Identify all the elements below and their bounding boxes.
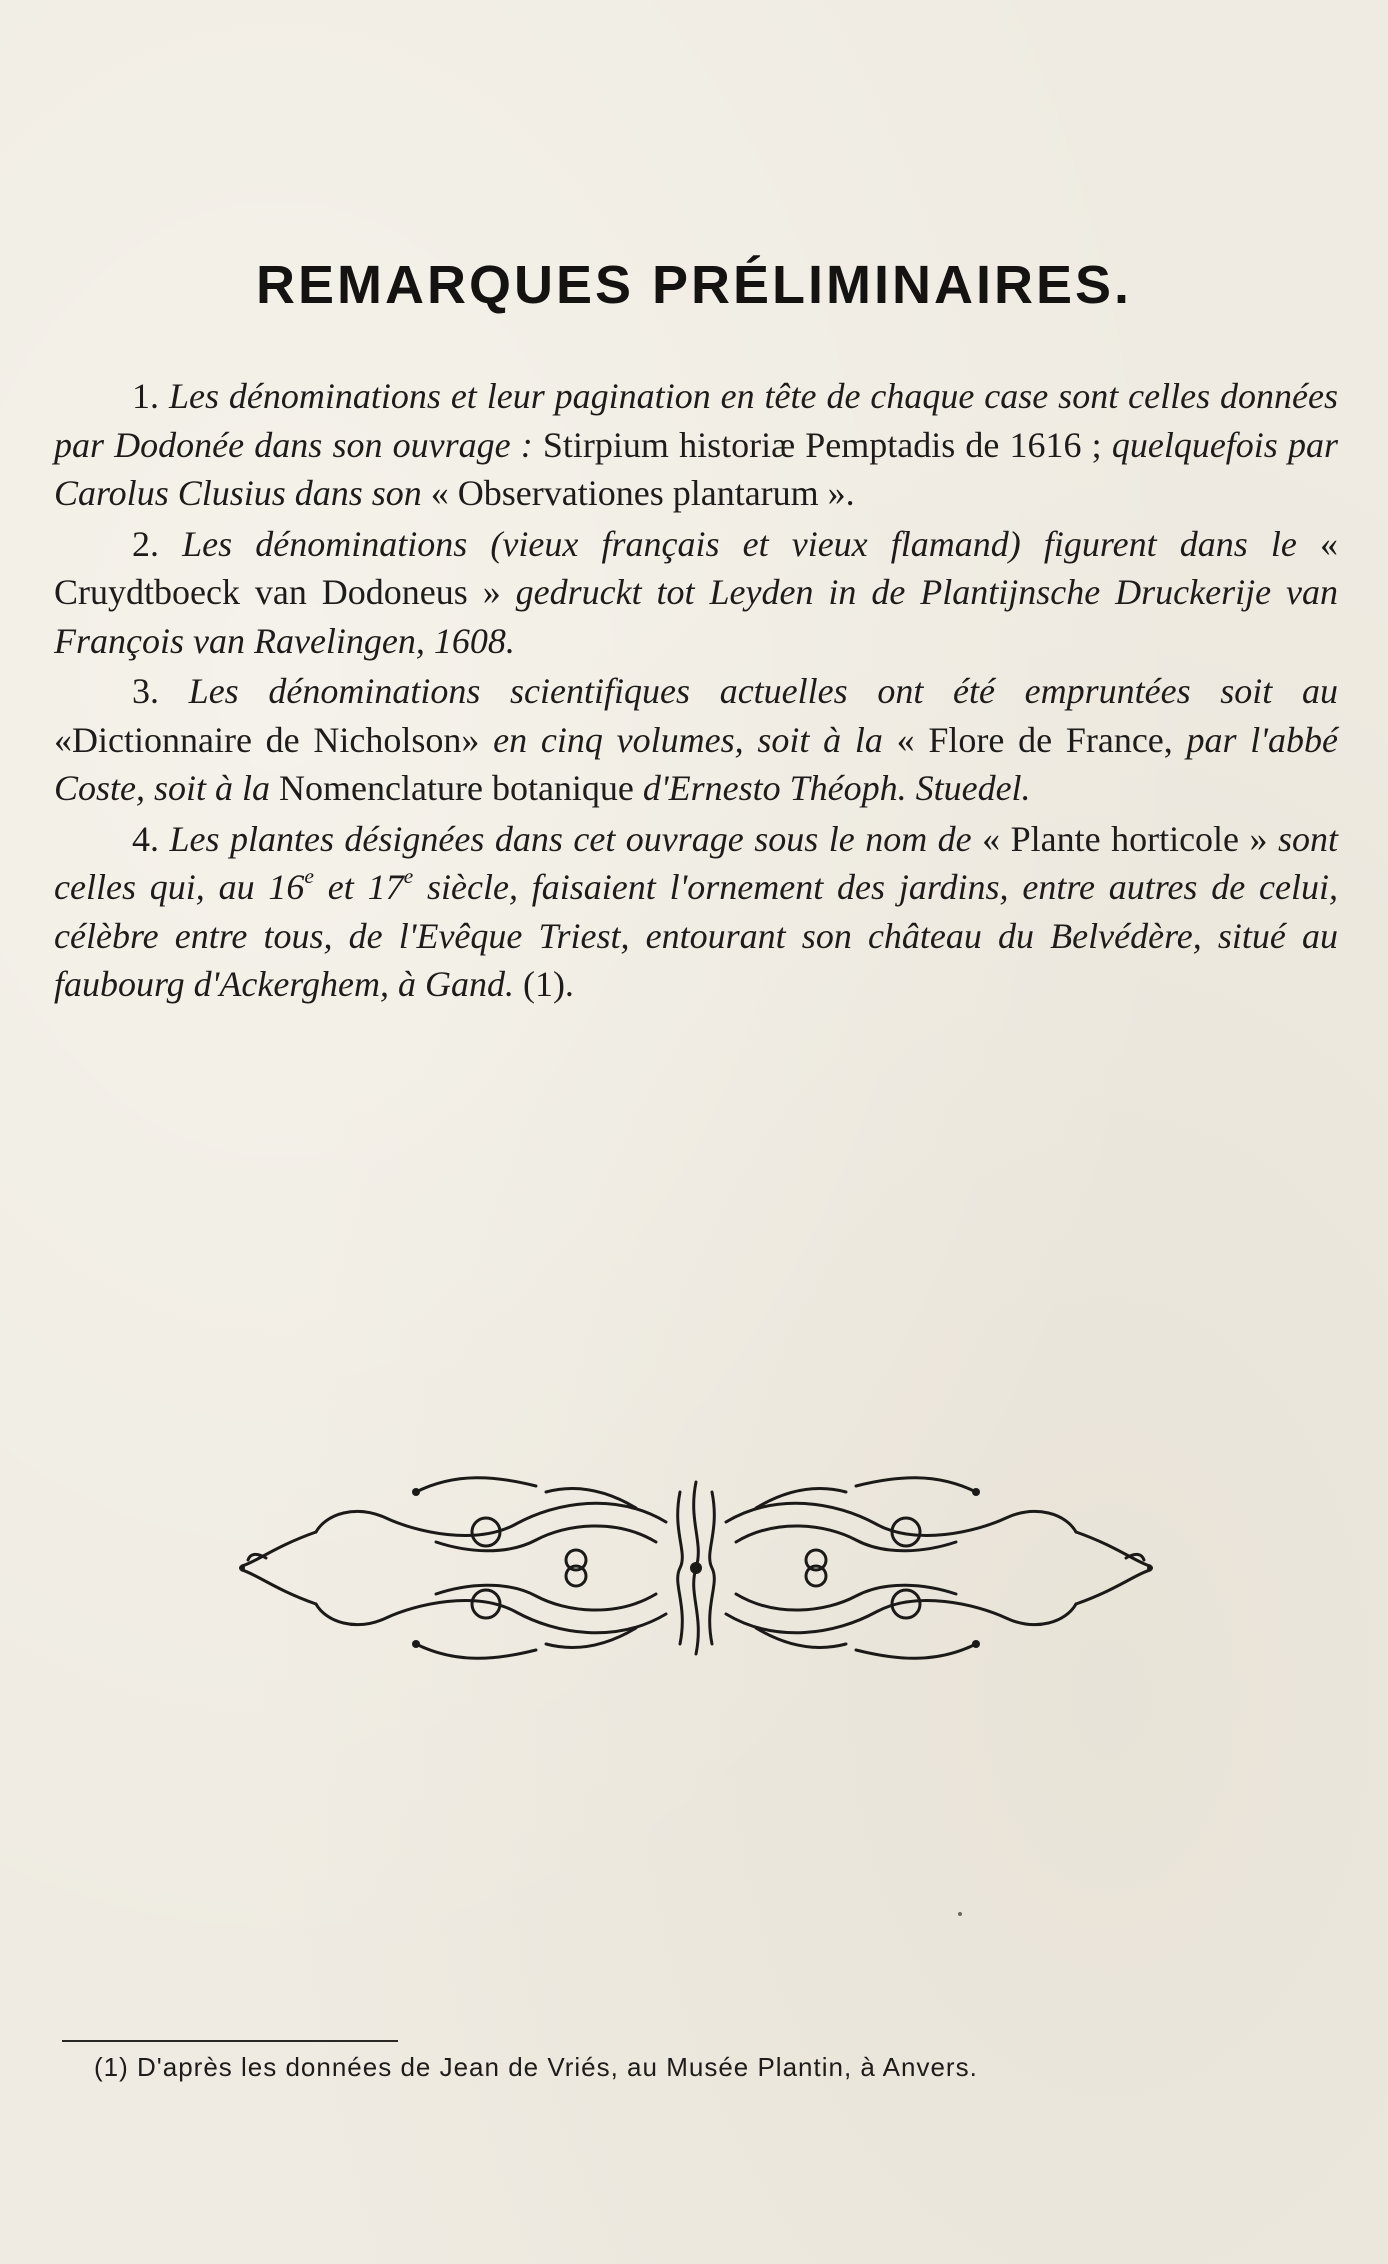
remark-text-roman: « Observationes plantarum ». xyxy=(430,473,855,513)
remark-number: 4. xyxy=(132,818,159,859)
remark-text-italic: d'Ernesto Théoph. Stuedel. xyxy=(642,768,1031,808)
remark-text-italic: Les plantes désignées dans cet ouvrage sous le nom de xyxy=(159,818,983,859)
remark-text-roman: Stirpium historiæ Pemptadis de 1616 ; xyxy=(542,424,1112,465)
footnote-divider xyxy=(62,2040,398,2042)
remark-text-roman: «Dictionnaire de Nicholson» xyxy=(54,719,494,760)
remark-text-roman: « Flore de France, xyxy=(896,719,1187,760)
remark-text-roman: Nomenclature botanique xyxy=(279,768,643,808)
remark-number: 1. xyxy=(132,376,159,416)
remark-text-italic: sont celles qui, au 16 xyxy=(54,818,1339,907)
remark-text-roman: « Cruydtboeck van Dodoneus » xyxy=(54,523,1338,612)
preliminary-remarks-body xyxy=(54,372,1338,1009)
remark-number: 3. xyxy=(132,671,159,711)
paper-speck xyxy=(958,1912,962,1916)
remark-text-italic: en cinq volumes, soit à la xyxy=(493,719,897,760)
scroll-vignette-ornament-icon xyxy=(236,1462,1156,1674)
remark-text-italic: siècle, faisaient l'ornement des jardins, entre autres de celui, célèbre entre tous, de l'Evêque Triest, entourant son château du Belvédère, situé au faubourg d'Ackerghem, à Gand. xyxy=(54,867,1339,1004)
remark-text-italic: par l'abbé Coste, soit à la xyxy=(54,719,1338,808)
remark-text-italic: quelquefois par Carolus Clusius dans son xyxy=(54,424,1338,513)
footnote: (1) D'après les données de Jean de Vriés, au Musée Plantin, à Anvers. xyxy=(94,2052,978,2082)
superscript-e: e xyxy=(403,863,414,888)
remark-paragraph-2 xyxy=(54,520,1338,666)
remark-paragraph-4 xyxy=(54,815,1338,1009)
remark-text-roman: « Plante horticole » xyxy=(982,818,1278,859)
footnote-reference: (1). xyxy=(522,964,574,1004)
remark-text-italic: gedruckt tot Leyden in de Plantijnsche Druckerije van François van Ravelingen, 1608. xyxy=(54,572,1338,661)
remark-number: 2. xyxy=(132,523,159,564)
superscript-e: e xyxy=(304,863,314,888)
remark-text-italic: Les dénominations (vieux français et vieux flamand) figurent dans le xyxy=(159,523,1320,564)
remark-text-italic: Les dénominations scientifiques actuelles ont été empruntées soit au xyxy=(159,671,1338,711)
remark-paragraph-1 xyxy=(54,372,1338,518)
remark-text-italic: et 17 xyxy=(313,867,404,907)
remark-paragraph-3 xyxy=(54,667,1338,813)
remark-text-italic: Les dénominations et leur pagination en tête de chaque case sont celles données par Dodonée dans son ouvrage : xyxy=(54,376,1338,465)
page-title: REMARQUES PRÉLIMINAIRES. xyxy=(255,255,1133,316)
